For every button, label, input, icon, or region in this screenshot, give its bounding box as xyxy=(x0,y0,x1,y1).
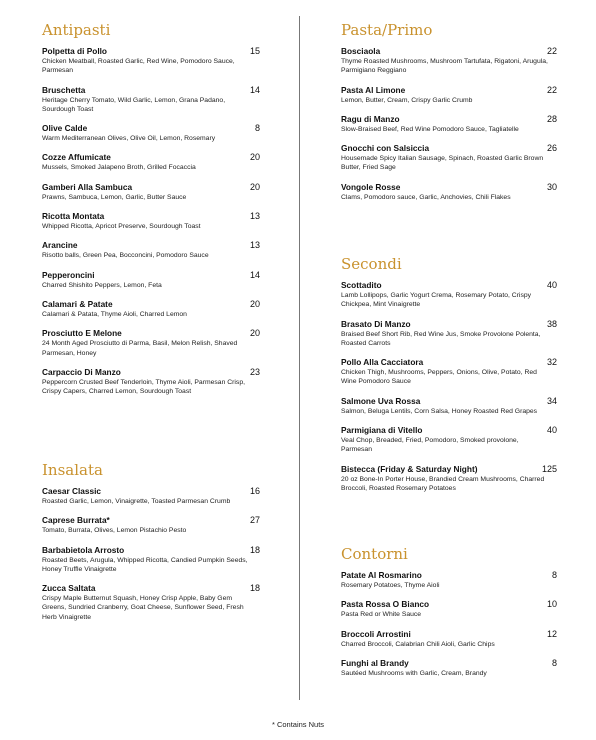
item-description: Charred Broccoli, Calabrian Chili Aioli, Garlic Chips xyxy=(341,640,495,648)
menu-item xyxy=(341,396,557,416)
menu-item xyxy=(341,143,557,173)
item-description: Peppercorn Crusted Beef Tenderloin, Thyme Aioli, Parmesan Crisp, Crispy Capers, Charred Lemon, Sourdough Toast xyxy=(42,378,245,396)
menu-item xyxy=(42,367,260,397)
item-name: Cozze Affumicate xyxy=(42,152,111,163)
item-price: 22 xyxy=(546,46,557,56)
item-price: 22 xyxy=(546,84,557,95)
item-price: 34 xyxy=(546,395,557,406)
item-price: 40 xyxy=(546,280,557,290)
item-description: Roasted Beets, Arugula, Whipped Ricotta, Candied Pumpkin Seeds, Honey Truffle Vinaigrette xyxy=(42,556,248,573)
item-name: Prosciutto E Melone xyxy=(42,328,122,339)
item-name: Pasta Al Limone xyxy=(341,84,406,95)
menu-item xyxy=(341,85,557,105)
item-list xyxy=(42,46,260,396)
item-name: Broccoli Arrostini xyxy=(341,628,411,639)
item-description: Pasta Red or White Sauce xyxy=(341,611,422,619)
menu-item xyxy=(341,357,557,387)
menu-item xyxy=(42,545,260,575)
item-name: Pepperoncini xyxy=(42,269,95,280)
item-description: Warm Mediterranean Olives, Olive Oil, Lemon, Rosemary xyxy=(42,135,216,143)
menu-item xyxy=(341,280,557,310)
menu-item xyxy=(341,599,557,619)
item-description: 24 Month Aged Prosciutto di Parma, Basil, Melon Relish, Shaved Parmesan, Honey xyxy=(42,340,238,357)
menu-item xyxy=(42,211,260,231)
item-name: Pollo Alla Cacciatora xyxy=(341,357,424,368)
item-name: Olive Calde xyxy=(42,123,88,134)
menu-item xyxy=(42,270,260,290)
item-description: Risotto balls, Green Pea, Bocconcini, Pomodoro Sauce xyxy=(42,252,209,260)
item-description: Calamari & Patata, Thyme Aioli, Charred Lemon xyxy=(42,310,187,318)
item-description: Braised Beef Short Rib, Red Wine Jus, Smoke Provolone Polenta, Roasted Carrots xyxy=(341,330,541,347)
item-name: Patate Al Rosmarino xyxy=(341,570,422,580)
section-pasta xyxy=(341,22,557,211)
menu-item xyxy=(42,182,260,202)
item-description: Chicken Thigh, Mushrooms, Peppers, Onions, Olive, Potato, Red Wine Pomodoro Sauce xyxy=(341,369,537,386)
item-price: 8 xyxy=(254,123,260,134)
item-description: Charred Shishito Peppers, Lemon, Feta xyxy=(42,281,162,289)
menu-item xyxy=(42,240,260,260)
menu-item xyxy=(42,123,260,143)
item-description: Prawns, Sambuca, Lemon, Garlic, Butter Sauce xyxy=(42,193,187,201)
menu-item xyxy=(42,515,260,535)
item-description: Crispy Maple Butternut Squash, Honey Crisp Apple, Baby Gem Greens, Sundried Cranberry, Goat Cheese, Sunflower Seed, Fresh Herb Vinaigrette xyxy=(42,595,244,621)
item-price: 32 xyxy=(546,357,557,368)
item-name: Gnocchi con Salsiccia xyxy=(341,143,430,154)
menu-item xyxy=(341,114,557,134)
item-price: 18 xyxy=(249,544,260,555)
item-description: Heritage Cherry Tomato, Wild Garlic, Lemon, Grana Padano, Sourdough Toast xyxy=(42,96,226,113)
item-name: Caesar Classic xyxy=(42,486,102,496)
item-name: Salmone Uva Rossa xyxy=(341,395,421,406)
item-price: 30 xyxy=(546,181,557,192)
item-name: Brasato Di Manzo xyxy=(341,318,411,329)
item-description: Whipped Ricotta, Apricot Preserve, Sourdough Toast xyxy=(42,223,201,231)
section-title: Secondi xyxy=(341,255,402,273)
section-secondi xyxy=(341,256,557,502)
section-title: Antipasti xyxy=(42,21,111,39)
item-price: 18 xyxy=(249,583,260,594)
item-name: Carpaccio Di Manzo xyxy=(42,366,121,377)
menu-item xyxy=(341,658,557,678)
item-name: Pasta Rossa O Bianco xyxy=(341,599,430,610)
menu-item xyxy=(341,570,557,590)
item-price: 20 xyxy=(249,328,260,339)
menu-item xyxy=(341,629,557,649)
item-description: 20 oz Bone-In Porter House, Brandied Cream Mushrooms, Charred Broccoli, Roasted Rosemary Potatoes xyxy=(341,475,545,492)
menu-item xyxy=(42,152,260,172)
item-price: 40 xyxy=(546,425,557,436)
item-price: 14 xyxy=(249,84,260,95)
item-price: 13 xyxy=(249,240,260,251)
item-list xyxy=(341,46,557,202)
item-name: Barbabietola Arrosto xyxy=(42,544,125,555)
item-price: 15 xyxy=(249,46,260,56)
section-title: Insalata xyxy=(42,461,103,479)
item-name: Scottadito xyxy=(341,280,382,290)
menu-item xyxy=(42,85,260,115)
item-name: Ricotta Montata xyxy=(42,211,105,222)
section-contorni xyxy=(341,546,557,687)
item-name: Bosciaola xyxy=(341,46,381,56)
item-price: 23 xyxy=(249,366,260,377)
item-name: Bruschetta xyxy=(42,84,86,95)
item-description: Veal Chop, Breaded, Fried, Pomodoro, Smoked provolone, Parmesan xyxy=(341,437,519,454)
item-list xyxy=(341,570,557,678)
item-description: Sautéed Mushrooms with Garlic, Cream, Brandy xyxy=(341,669,487,677)
menu-item xyxy=(42,583,260,622)
item-name: Funghi al Brandy xyxy=(341,657,409,668)
item-description: Housemade Spicy Italian Sausage, Spinach, Roasted Garlic Brown Butter, Fried Sage xyxy=(341,155,544,172)
item-price: 10 xyxy=(546,599,557,610)
item-list xyxy=(42,486,260,622)
item-name: Caprese Burrata* xyxy=(42,515,110,526)
item-price: 26 xyxy=(546,143,557,154)
item-price: 8 xyxy=(551,570,557,580)
item-price: 20 xyxy=(249,298,260,309)
item-description: Tomato, Burrata, Olives, Lemon Pistachio Pesto xyxy=(42,527,187,535)
item-price: 16 xyxy=(249,486,260,496)
menu-item xyxy=(341,182,557,202)
section-insalata xyxy=(42,462,260,631)
menu-item xyxy=(42,486,260,506)
menu-item xyxy=(42,46,260,76)
section-title: Contorni xyxy=(341,545,408,563)
item-description: Lamb Lollipops, Garlic Yogurt Crema, Rosemary Potato, Crispy Chickpea, Mint Vinaigrette xyxy=(341,292,532,309)
item-name: Gamberi Alla Sambuca xyxy=(42,181,133,192)
menu-item xyxy=(341,46,557,76)
item-price: 14 xyxy=(249,269,260,280)
item-description: Chicken Meatball, Roasted Garlic, Red Wine, Pomodoro Sauce, Parmesan xyxy=(42,58,235,75)
section-antipasti xyxy=(42,22,260,405)
menu-item xyxy=(341,319,557,349)
footnote: * Contains Nuts xyxy=(271,720,325,729)
section-title: Pasta/Primo xyxy=(341,21,433,39)
menu-item xyxy=(341,425,557,455)
item-name: Vongole Rosse xyxy=(341,181,401,192)
item-price: 20 xyxy=(249,181,260,192)
item-name: Ragu di Manzo xyxy=(341,113,400,124)
item-description: Salmon, Beluga Lentils, Corn Salsa, Honey Roasted Red Grapes xyxy=(341,407,538,415)
column-divider xyxy=(299,16,300,700)
menu-item xyxy=(341,464,557,494)
menu-item xyxy=(42,299,260,319)
item-name: Parmigiana di Vitello xyxy=(341,425,423,436)
item-name: Arancine xyxy=(42,240,78,251)
item-price: 38 xyxy=(546,318,557,329)
item-price: 20 xyxy=(249,152,260,163)
item-name: Zucca Saltata xyxy=(42,583,96,594)
item-description: Rosemary Potatoes, Thyme Aioli xyxy=(341,582,440,589)
item-name: Polpetta di Pollo xyxy=(42,46,107,56)
item-description: Slow-Braised Beef, Red Wine Pomodoro Sauce, Tagliatelle xyxy=(341,125,519,133)
item-name: Calamari & Patate xyxy=(42,298,113,309)
menu-item xyxy=(42,328,260,358)
item-price: 12 xyxy=(546,628,557,639)
item-list xyxy=(341,280,557,493)
item-description: Thyme Roasted Mushrooms, Mushroom Tartufata, Rigatoni, Arugula, Parmigiano Reggiano xyxy=(341,58,548,75)
item-price: 27 xyxy=(249,515,260,526)
item-name: Bistecca (Friday & Saturday Night) xyxy=(341,463,478,474)
item-price: 13 xyxy=(249,211,260,222)
item-description: Roasted Garlic, Lemon, Vinaigrette, Toasted Parmesan Crumb xyxy=(42,498,231,505)
item-description: Lemon, Butter, Cream, Crispy Garlic Crumb xyxy=(341,96,473,104)
item-description: Mussels, Smoked Jalapeno Broth, Grilled Focaccia xyxy=(42,164,196,172)
item-price: 28 xyxy=(546,113,557,124)
item-price: 125 xyxy=(541,463,557,474)
item-price: 8 xyxy=(551,657,557,668)
item-description: Clams, Pomodoro sauce, Garlic, Anchovies, Chili Flakes xyxy=(341,193,511,201)
